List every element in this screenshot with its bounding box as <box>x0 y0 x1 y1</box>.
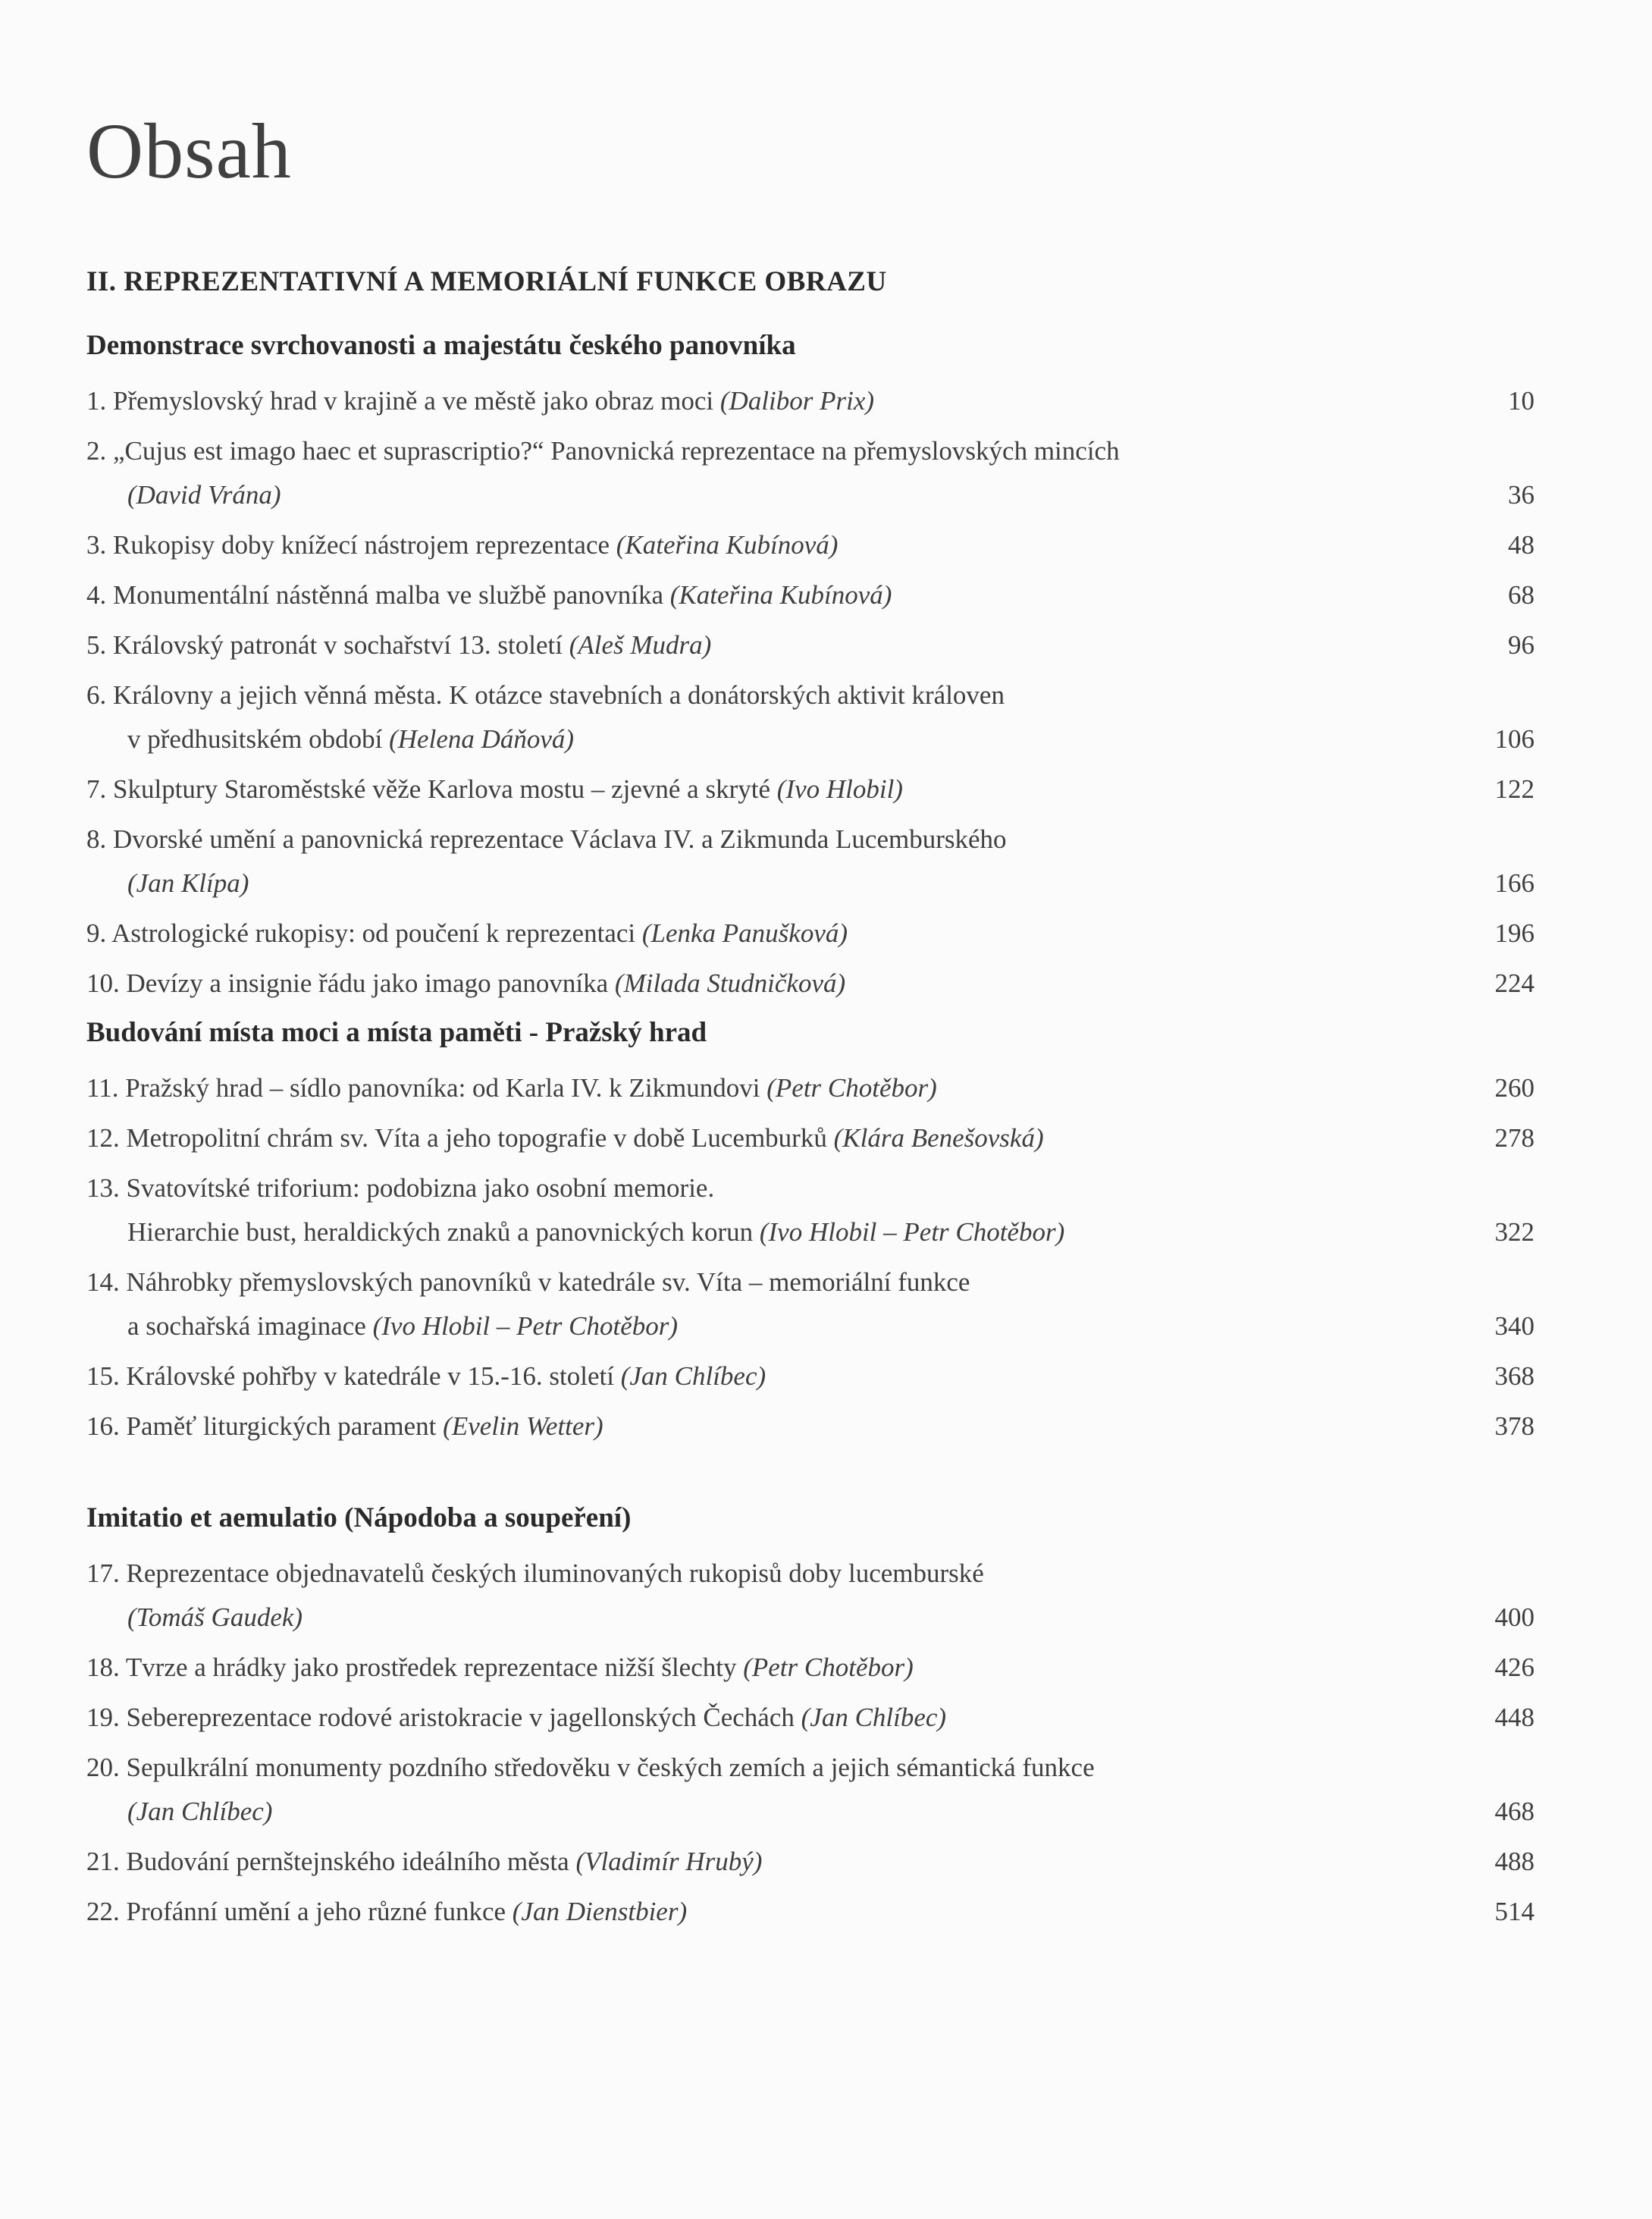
entry-number: 22. <box>86 1897 127 1926</box>
entry-author: (Evelin Wetter) <box>443 1411 603 1441</box>
toc-entry[interactable] <box>86 1696 1534 1740</box>
entry-number: 7. <box>86 774 113 804</box>
entry-author: (Petr Chotěbor) <box>766 1073 937 1103</box>
section-heading: Budování místa moci a místa paměti - Pražský hrad <box>86 1017 707 1048</box>
entry-number: 19. <box>86 1703 127 1732</box>
entry-author: (Tomáš Gaudek) <box>127 1602 303 1632</box>
entry-page-number: 322 <box>1494 1217 1534 1247</box>
entry-number: 20. <box>86 1753 127 1782</box>
entry-number: 10. <box>86 968 127 998</box>
entry-author: (Jan Chlíbec) <box>801 1703 947 1732</box>
toc-section <box>86 1015 1534 1455</box>
entry-text <box>86 1696 946 1740</box>
entry-page-number: 36 <box>1508 480 1534 510</box>
entry-text <box>86 818 1007 905</box>
entry-page-number: 48 <box>1508 530 1534 560</box>
entry-title-continuation: v předhusitském období (Helena Dáňová) <box>127 724 575 754</box>
entry-author: (Milada Studničková) <box>614 968 846 998</box>
entry-title: Tvrze a hrádky jako prostředek reprezentace nižší šlechty <box>125 1652 744 1682</box>
toc-entry[interactable] <box>86 1890 1534 1934</box>
toc-entry[interactable] <box>86 1746 1534 1834</box>
toc-section <box>86 328 1534 1012</box>
part-title: II. REPREZENTATIVNÍ A MEMORIÁLNÍ FUNKCE OBRAZU <box>86 266 887 297</box>
entry-title: Reprezentace objednavatelů českých iluminovaných rukopisů doby lucemburské <box>126 1558 984 1588</box>
entry-page-number: 122 <box>1494 774 1534 804</box>
entry-text <box>86 379 874 423</box>
entry-text <box>86 767 903 811</box>
toc-entry[interactable] <box>86 673 1534 761</box>
toc-entry[interactable] <box>86 429 1534 517</box>
entry-page-number: 224 <box>1494 968 1534 998</box>
entry-title: Sepulkrální monumenty pozdního středověku v českých zemích a jejich sémantická funkce <box>126 1753 1095 1782</box>
entry-text <box>86 1746 1095 1834</box>
entry-page-number: 106 <box>1494 724 1534 754</box>
entry-title: Skulptury Staroměstské věže Karlova mostu – zjevné a skryté <box>113 774 777 804</box>
entry-list <box>86 379 1534 1006</box>
entry-title-continuation <box>86 473 1120 517</box>
entry-number: 12. <box>86 1123 127 1153</box>
entry-page-number: 260 <box>1494 1073 1534 1103</box>
entry-number: 4. <box>86 580 113 610</box>
toc-entry[interactable] <box>86 1646 1534 1690</box>
entry-author: (Petr Chotěbor) <box>743 1652 914 1682</box>
entry-title-continuation: a sochařská imaginace (Ivo Hlobil – Petr Chotěbor) <box>127 1311 679 1341</box>
entry-page-number: 514 <box>1494 1897 1534 1926</box>
entry-title: Sebereprezentace rodové aristokracie v jagellonských Čechách <box>126 1703 801 1732</box>
entry-page-number: 468 <box>1494 1797 1534 1826</box>
entry-page-number: 10 <box>1508 386 1534 416</box>
entry-page-number: 166 <box>1494 868 1534 898</box>
toc-entry[interactable] <box>86 1166 1534 1254</box>
entry-title: Královny a jejich věnná města. K otázce stavebních a donátorských aktivit královen <box>113 680 1005 710</box>
entry-number: 3. <box>86 530 113 560</box>
entry-author: (Ivo Hlobil – Petr Chotěbor) <box>372 1311 679 1341</box>
entry-page-number: 96 <box>1508 630 1534 660</box>
toc-entry[interactable] <box>86 379 1534 423</box>
toc-entry[interactable] <box>86 1840 1534 1884</box>
entry-title: Pražský hrad – sídlo panovníka: od Karla IV. k Zikmundovi <box>125 1073 767 1103</box>
toc-entry[interactable] <box>86 573 1534 617</box>
entry-number: 2. <box>86 436 113 466</box>
toc-entry[interactable] <box>86 623 1534 667</box>
entry-author: (Ivo Hlobil) <box>776 774 903 804</box>
toc-entry[interactable] <box>86 912 1534 956</box>
entry-author: (Kateřina Kubínová) <box>669 580 892 610</box>
entry-page-number: 196 <box>1494 918 1534 948</box>
entry-author: (Vladimír Hrubý) <box>575 1847 763 1876</box>
entry-title: Přemyslovský hrad v krajině a ve městě jako obraz moci <box>113 386 720 416</box>
toc-entry[interactable] <box>86 962 1534 1006</box>
toc-entry[interactable] <box>86 523 1534 567</box>
entry-title: Dvorské umění a panovnická reprezentace Václava IV. a Zikmunda Lucemburského <box>113 824 1007 854</box>
entry-author: (Aleš Mudra) <box>569 630 712 660</box>
entry-title-continuation: Hierarchie bust, heraldických znaků a panovnických korun (Ivo Hlobil – Petr Chotěbor) <box>127 1217 1065 1247</box>
entry-number: 18. <box>86 1652 126 1682</box>
entry-number: 11. <box>86 1073 126 1103</box>
entry-title: Náhrobky přemyslovských panovníků v katedrále sv. Víta – memoriální funkce <box>126 1267 970 1297</box>
section-heading: Imitatio et aemulatio (Nápodoba a soupeření) <box>86 1502 632 1533</box>
entry-page-number: 368 <box>1494 1361 1534 1391</box>
entry-text <box>86 1552 984 1640</box>
entry-author: (Dalibor Prix) <box>719 386 875 416</box>
entry-text <box>86 523 838 567</box>
entry-author: (Jan Dienstbier) <box>512 1897 688 1926</box>
entry-text <box>86 962 845 1006</box>
entry-title: Profánní umění a jeho různé funkce <box>126 1897 513 1926</box>
entry-title: Královské pohřby v katedrále v 15.-16. století <box>126 1361 621 1391</box>
entry-page-number: 340 <box>1494 1311 1534 1341</box>
entry-author: (Ivo Hlobil – Petr Chotěbor) <box>759 1217 1065 1247</box>
toc-section <box>86 1500 1534 1940</box>
entry-text <box>86 623 711 667</box>
toc-entry[interactable] <box>86 767 1534 811</box>
entry-title-continuation <box>86 1790 1095 1834</box>
entry-author: (Jan Klípa) <box>127 868 249 898</box>
entry-text <box>86 1405 603 1448</box>
entry-title: Královský patronát v sochařství 13. století <box>113 630 569 660</box>
entry-text <box>86 1646 914 1690</box>
entry-text <box>86 1166 1064 1254</box>
toc-entry[interactable] <box>86 1552 1534 1640</box>
toc-entry[interactable] <box>86 1066 1534 1110</box>
entry-title: Metropolitní chrám sv. Víta a jeho topografie v době Lucemburků <box>126 1123 834 1153</box>
entry-page-number: 378 <box>1494 1411 1534 1441</box>
entry-author: (Kateřina Kubínová) <box>616 530 839 560</box>
entry-number: 6. <box>86 680 113 710</box>
entry-number: 16. <box>86 1411 127 1441</box>
entry-author: (Lenka Panušková) <box>641 918 848 948</box>
entry-number: 5. <box>86 630 113 660</box>
entry-title: Astrologické rukopisy: od poučení k reprezentaci <box>111 918 642 948</box>
entry-text <box>86 912 848 956</box>
entry-number: 9. <box>86 918 112 948</box>
entry-author: (Jan Chlíbec) <box>620 1361 766 1391</box>
entry-text <box>86 1890 687 1934</box>
entry-page-number: 68 <box>1508 580 1534 610</box>
entry-title-continuation <box>86 862 1007 905</box>
entry-title: Rukopisy doby knížecí nástrojem reprezentace <box>113 530 616 560</box>
entry-text <box>86 1354 766 1398</box>
entry-author: (Jan Chlíbec) <box>127 1797 273 1826</box>
entry-page-number: 448 <box>1494 1703 1534 1732</box>
entry-page-number: 488 <box>1494 1847 1534 1876</box>
toc-entry[interactable] <box>86 1260 1534 1348</box>
entry-text <box>86 1260 970 1348</box>
page-title: Obsah <box>86 108 292 195</box>
entry-number: 13. <box>86 1173 127 1203</box>
entry-text <box>86 573 892 617</box>
toc-entry[interactable] <box>86 818 1534 905</box>
entry-number: 1. <box>86 386 113 416</box>
entry-text <box>86 1066 937 1110</box>
toc-entry[interactable] <box>86 1116 1534 1160</box>
entry-number: 17. <box>86 1558 127 1588</box>
entry-title: Budování pernštejnského ideálního města <box>126 1847 576 1876</box>
entry-page-number: 426 <box>1494 1652 1534 1682</box>
entry-page-number: 278 <box>1494 1123 1534 1153</box>
entry-title-continuation <box>86 1596 984 1640</box>
entry-text <box>86 1840 762 1884</box>
entry-author: (Helena Dáňová) <box>389 724 575 754</box>
section-heading: Demonstrace svrchovanosti a majestátu českého panovníka <box>86 330 796 361</box>
entry-author: (Klára Benešovská) <box>833 1123 1044 1153</box>
entry-number: 15. <box>86 1361 127 1391</box>
entry-text <box>86 1116 1044 1160</box>
entry-title: „Cujus est imago haec et suprascriptio?“ Panovnická reprezentace na přemyslovských mincích <box>113 436 1120 466</box>
entry-text <box>86 429 1120 517</box>
toc-entry[interactable] <box>86 1354 1534 1398</box>
entry-author: (David Vrána) <box>127 480 281 510</box>
entry-text <box>86 673 1005 761</box>
entry-title: Svatovítské triforium: podobizna jako osobní memorie. <box>126 1173 715 1203</box>
entry-title: Monumentální nástěnná malba ve službě panovníka <box>113 580 670 610</box>
entry-title: Paměť liturgických parament <box>126 1411 444 1441</box>
toc-entry[interactable] <box>86 1405 1534 1448</box>
entry-list <box>86 1066 1534 1448</box>
entry-list <box>86 1552 1534 1934</box>
entry-title: Devízy a insignie řádu jako imago panovníka <box>126 968 615 998</box>
entry-page-number: 400 <box>1494 1602 1534 1632</box>
entry-number: 21. <box>86 1847 127 1876</box>
entry-number: 14. <box>86 1267 127 1297</box>
entry-number: 8. <box>86 824 113 854</box>
